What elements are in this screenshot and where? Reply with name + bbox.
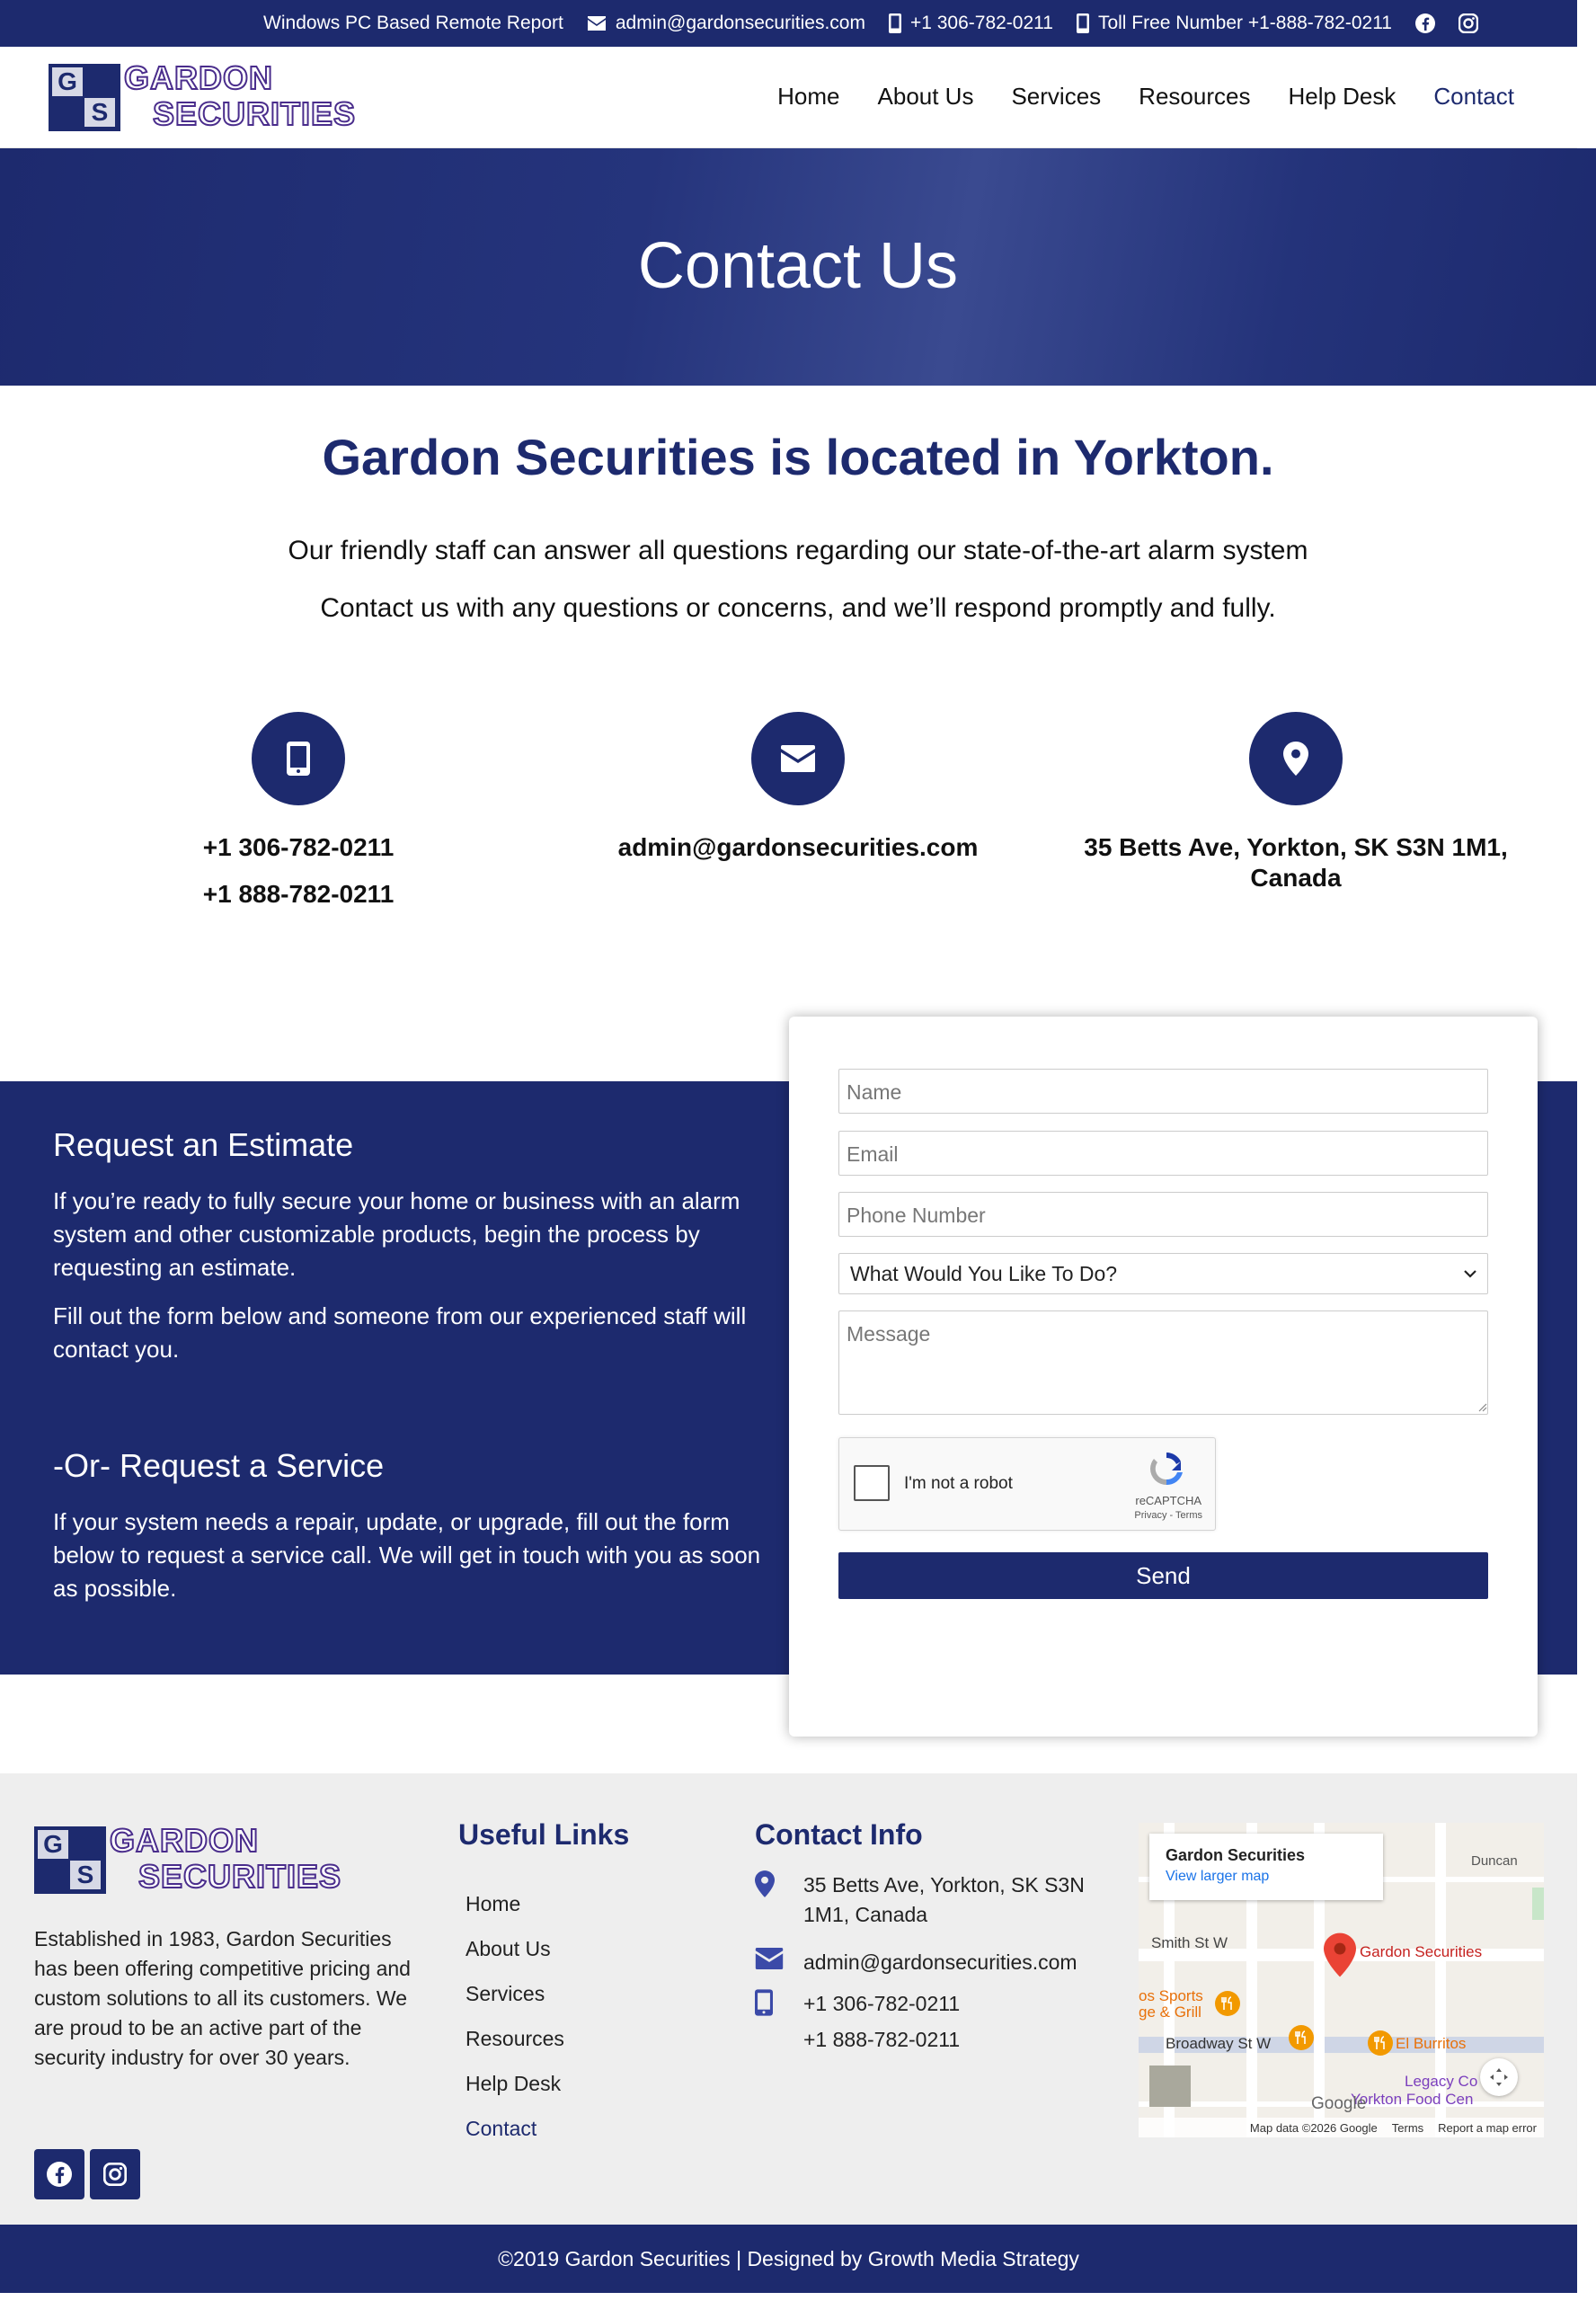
map-pin-icon xyxy=(1283,742,1308,776)
map-report-link[interactable]: Report a map error xyxy=(1438,2120,1537,2135)
footer-link-help-desk[interactable]: Help Desk xyxy=(466,2072,562,2095)
recaptcha-logo-icon xyxy=(1147,1449,1186,1488)
send-button[interactable]: Send xyxy=(838,1552,1488,1599)
expand-icon xyxy=(1488,2066,1510,2088)
chevron-down-icon xyxy=(1464,1269,1476,1278)
map-place-title: Gardon Securities xyxy=(1166,1846,1306,1864)
map-fullscreen-button[interactable] xyxy=(1480,2058,1518,2096)
nav-resources[interactable]: Resources xyxy=(1139,83,1251,110)
intro-title: Gardon Securities is located in Yorkton. xyxy=(322,429,1274,485)
footer-logo-letter-s: S xyxy=(70,1861,101,1889)
envelope-icon xyxy=(755,1948,784,1969)
recaptcha-brand-text: reCAPTCHA xyxy=(1135,1494,1202,1507)
copyright-bar: ©2019 Gardon Securities | Designed by Growth Media Strategy xyxy=(0,2225,1577,2293)
request-estimate-heading: Request an Estimate xyxy=(53,1126,354,1163)
footer-logo-mark xyxy=(34,1826,106,1894)
embedded-map[interactable] xyxy=(1139,1823,1544,2137)
instagram-icon xyxy=(1459,13,1478,33)
nav-home[interactable]: Home xyxy=(777,83,840,110)
resize-handle-icon[interactable] xyxy=(1476,1401,1487,1412)
nav-contact[interactable]: Contact xyxy=(1433,83,1514,110)
footer-phone-2[interactable]: +1 888-782-0211 xyxy=(803,2028,961,2051)
phone-input[interactable]: Phone Number xyxy=(838,1192,1488,1237)
footer-link-about-us[interactable]: About Us xyxy=(466,1937,551,1960)
map-pin-icon[interactable] xyxy=(1324,1932,1356,1977)
message-textarea[interactable]: Message xyxy=(838,1310,1488,1415)
map-park xyxy=(1532,1888,1544,1920)
footer-email[interactable] xyxy=(755,1948,1077,1977)
footer-phone-1: +1 306-782-0211 xyxy=(803,1992,961,2015)
map-info-card xyxy=(1149,1834,1383,1900)
email-address[interactable]: admin@gardonsecurities.com xyxy=(617,833,979,861)
restaurant-icon xyxy=(1214,1990,1241,2017)
logo-text-gardon: GARDON xyxy=(124,59,273,96)
map-attribution: Map data ©2026 Google xyxy=(1249,2120,1378,2135)
mobile-phone-icon xyxy=(889,13,901,33)
useful-links-list xyxy=(466,1881,564,2151)
logo-text-securities: SECURITIES xyxy=(153,95,357,132)
logo-letter-s: S xyxy=(84,98,115,127)
restaurant-icon xyxy=(1367,2030,1394,2057)
service-select[interactable] xyxy=(838,1253,1488,1294)
map-label-legacy: Legacy Co xyxy=(1405,2073,1478,2090)
address-card xyxy=(1044,712,1547,893)
footer-facebook-button[interactable] xyxy=(34,2149,84,2199)
page-title: Contact Us xyxy=(637,230,959,302)
footer-logo-text-gardon: GARDON xyxy=(110,1822,259,1859)
footer-logo[interactable] xyxy=(34,1822,342,1895)
map-label-smith: Smith St W xyxy=(1151,1934,1228,1951)
facebook-icon xyxy=(1415,13,1435,33)
footer-link-resources[interactable]: Resources xyxy=(466,2027,564,2050)
phone-tollfree[interactable]: +1 888-782-0211 xyxy=(202,880,395,908)
top-bar xyxy=(0,0,1577,47)
top-tollfree-label: Toll Free Number +1-888-782-0211 xyxy=(1097,13,1392,33)
estimate-paragraph-1: If you’re ready to fully secure your home or business with an alarm system and other customizable products, begin the process by requesting an estimate. xyxy=(53,1187,740,1281)
remote-report-label: Windows PC Based Remote Report xyxy=(263,13,563,33)
restaurant-icon xyxy=(1288,2024,1315,2051)
footer-instagram-button[interactable] xyxy=(90,2149,140,2199)
footer-address-text: 35 Betts Ave, Yorkton, SK S3N 1M1, Canada xyxy=(803,1873,1085,1926)
phone-circle xyxy=(252,712,345,805)
recaptcha-widget xyxy=(838,1437,1216,1531)
mobile-phone-icon xyxy=(287,742,310,776)
map-attribution-bar xyxy=(1139,2118,1544,2137)
map-larger-link[interactable]: View larger map xyxy=(1166,1869,1270,1884)
service-paragraph: If your system needs a repair, update, or upgrade, fill out the form below to request a service call. We will get in touch with you as soon as possible. xyxy=(53,1508,761,1602)
site-footer xyxy=(0,1773,1577,2225)
footer-address xyxy=(755,1870,1127,1930)
nav-help-desk[interactable]: Help Desk xyxy=(1288,83,1396,110)
recaptcha-privacy-terms[interactable]: Privacy - Terms xyxy=(1134,1510,1202,1521)
nav-services[interactable]: Services xyxy=(1011,83,1102,110)
email-input[interactable]: Email xyxy=(838,1131,1488,1176)
phone-card xyxy=(47,712,550,910)
map-label-duncan: Duncan xyxy=(1471,1853,1518,1869)
recaptcha-checkbox[interactable] xyxy=(854,1465,890,1501)
email-circle xyxy=(751,712,845,805)
hero-banner xyxy=(0,148,1596,386)
instagram-icon xyxy=(103,2163,127,2186)
intro-paragraph-2: Contact us with any questions or concerns, and we’ll respond promptly and fully. xyxy=(320,593,1276,623)
logo-letter-g: G xyxy=(52,67,83,96)
footer-link-home[interactable]: Home xyxy=(466,1892,521,1915)
footer-link-contact[interactable]: Contact xyxy=(466,2117,537,2140)
intro-paragraph-1: Our friendly staff can answer all questions regarding our state-of-the-art alarm system xyxy=(288,536,1308,565)
top-email-label: admin@gardonsecurities.com xyxy=(615,13,865,33)
top-instagram-link[interactable] xyxy=(1459,13,1478,33)
mobile-phone-icon xyxy=(1077,13,1089,33)
footer-email-text: admin@gardonsecurities.com xyxy=(803,1950,1077,1974)
site-logo[interactable] xyxy=(49,59,357,132)
envelope-icon xyxy=(781,745,815,772)
top-facebook-link[interactable] xyxy=(1415,13,1435,33)
contact-form xyxy=(789,1017,1538,1737)
map-pin-icon xyxy=(755,1870,775,1897)
recaptcha-brand xyxy=(1134,1494,1202,1523)
footer-about-text: Established in 1983, Gardon Securities has been offering competitive pricing and custom solutions to all its customers. We are proud to be an active part of the security industry for over 30 years. xyxy=(34,1927,411,2069)
estimate-paragraph-2: Fill out the form below and someone from our experienced staff will contact you. xyxy=(53,1302,747,1363)
main-nav xyxy=(777,83,1514,111)
remote-report-link[interactable] xyxy=(263,13,563,34)
logo-mark xyxy=(49,64,120,131)
map-label-pin: Gardon Securities xyxy=(1360,1943,1483,1960)
service-select-value: What Would You Like To Do? xyxy=(850,1261,1118,1285)
phone-primary[interactable]: +1 306-782-0211 xyxy=(202,833,395,861)
name-input[interactable]: Name xyxy=(838,1069,1488,1114)
email-card xyxy=(546,712,1050,863)
site-header xyxy=(0,47,1577,148)
footer-link-services[interactable]: Services xyxy=(466,1982,545,2005)
location-circle xyxy=(1249,712,1343,805)
map-label-broadway: Broadway St W xyxy=(1166,2035,1272,2052)
request-service-heading: -Or- Request a Service xyxy=(53,1447,385,1484)
top-email-link[interactable] xyxy=(587,13,865,34)
facebook-icon xyxy=(47,2162,72,2187)
map-label-burritos: El Burritos xyxy=(1396,2035,1467,2052)
top-phone-link[interactable] xyxy=(889,13,1053,34)
top-tollfree-link[interactable] xyxy=(1077,13,1392,34)
map-label-yorkton-food: Yorkton Food Cen xyxy=(1351,2091,1474,2108)
map-satellite-thumbnail[interactable] xyxy=(1149,2066,1191,2107)
top-phone-label: +1 306-782-0211 xyxy=(909,13,1053,33)
footer-logo-letter-g: G xyxy=(38,1830,68,1859)
nav-about-us[interactable]: About Us xyxy=(877,83,974,110)
contact-info-heading: Contact Info xyxy=(755,1818,923,1851)
address-line-2: Canada xyxy=(1250,864,1342,892)
footer-logo-text-securities: SECURITIES xyxy=(138,1858,342,1895)
envelope-icon xyxy=(587,15,607,31)
map-label-sports: os Sports ge & Grill xyxy=(1139,1987,1203,2021)
recaptcha-label: I'm not a robot xyxy=(904,1474,1013,1493)
mobile-phone-icon xyxy=(755,1989,773,2016)
useful-links-heading: Useful Links xyxy=(458,1818,630,1851)
footer-phone[interactable] xyxy=(755,1989,960,2024)
map-terms-link[interactable]: Terms xyxy=(1391,2120,1424,2135)
google-logo: Google xyxy=(1311,2094,1367,2113)
address-line-1: 35 Betts Ave, Yorkton, SK S3N 1M1, xyxy=(1084,833,1508,861)
